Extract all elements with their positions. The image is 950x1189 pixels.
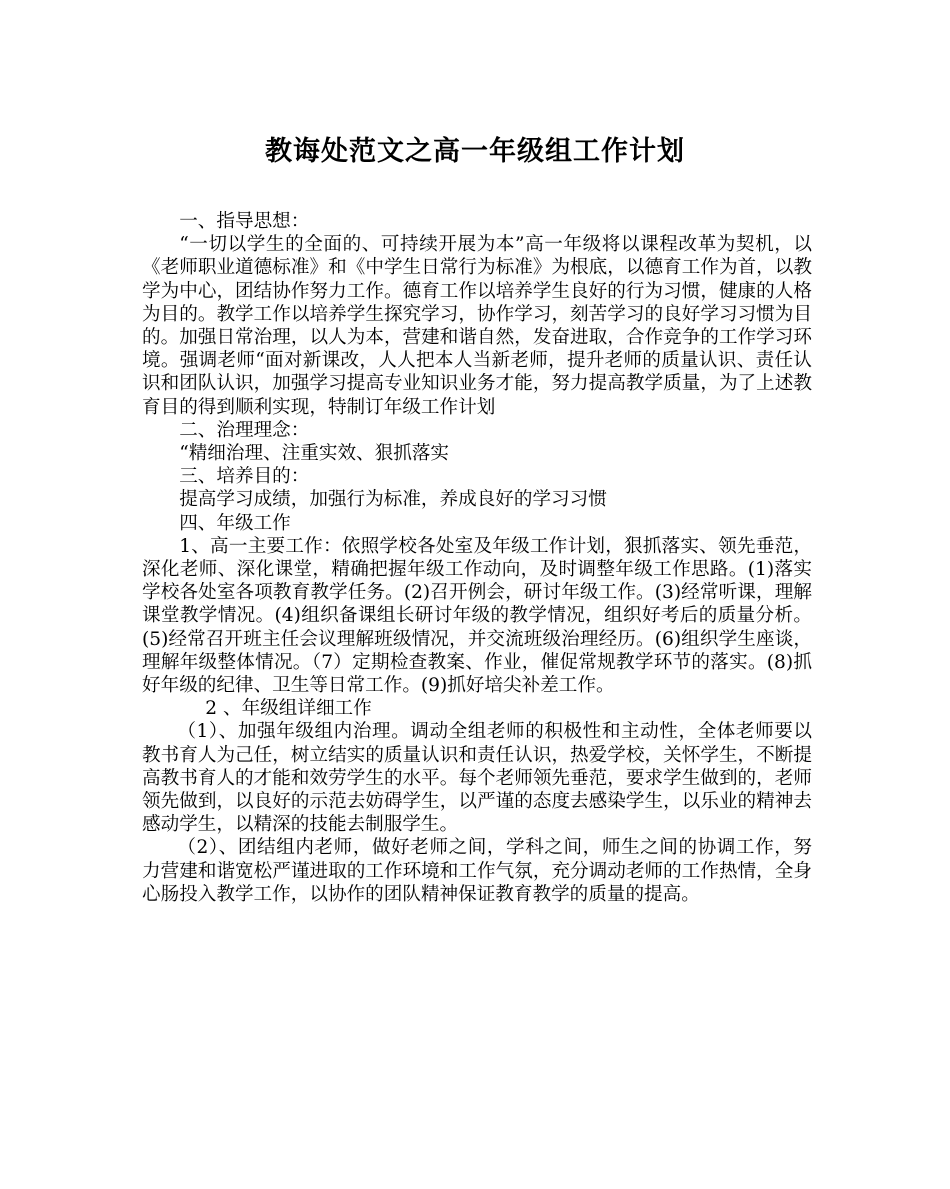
section-heading-management-concept: 二、治理理念：	[179, 419, 310, 441]
paragraph-management-concept: “精细治理、注重实效、狠抓落实	[179, 443, 450, 465]
paragraph-training-goal: 提高学习成绩，加强行为标准，养成良好的学习习惯	[179, 489, 607, 511]
paragraph-guiding-thought: “一切以学生的全面的、可持续开展为本”高一年级将以课程改革为契机，以《老师职业道德标准》和《中学生日常行为标准》为根底，以德育工作为首，以教学为中心，团结协作努力工作。德育工作以培养学生良好的行为习惯，健康的人格为目的。教学工作以培养学生探究学习，协作学习，刻苦学习的良好学习习惯为目的。加强日常治理，以人为本，营建和谐自然，发奋进取，合作竞争的工作学习环境。强调老师“面对新课改，人人把本人当新老师，提升老师的质量认识、责任认识和团队认识，加强学习提高专业知识业务才能，努力提高教学质量，为了上述教育目的得到顺利实现，特制订年级工作计划	[142, 234, 812, 418]
section-heading-guiding-thought: 一、指导思想：	[179, 211, 310, 232]
paragraph-detailed-work-2: （2）、团结组内老师，做好老师之间，学科之间，师生之间的协调工作，努力营建和谐宽松严谨进取的工作环境和工作气氛，充分调动老师的工作热情，全身心肠投入教学工作，以协作的团队精神保证教育教学的质量的提高。	[142, 837, 812, 905]
paragraph-detailed-work-1: （1）、加强年级组内治理。调动全组老师的积极性和主动性，全体老师要以教书育人为己任，树立结实的质量认识和责任认识，热爱学校，关怀学生，不断提高教书育人的才能和效劳学生的水平。每个老师领先垂范，要求学生做到的，老师领先做到，以良好的示范去妨碍学生，以严谨的态度去感染学生，以乐业的精神去感动学生，以精深的技能去制服学生。	[142, 721, 812, 836]
document-title: 教诲处范文之高一年级组工作计划	[265, 136, 685, 167]
section-heading-grade-work: 四、年级工作	[179, 512, 291, 534]
section-heading-training-goal: 三、培养目的：	[179, 466, 310, 488]
paragraph-main-work: 1、高一主要工作：依照学校各处室及年级工作计划，狠抓落实、领先垂范，深化老师、深化课堂，精确把握年级工作动向，及时调整年级工作思路。(1)落实学校各处室各项教育教学任务。(2)召开例会，研讨年级工作。(3)经常听课，理解课堂教学情况。(4)组织备课组长研讨年级的教学情况，组织好考后的质量分析。(5)经常召开班主任会议理解班级情况，并交流班级治理经历。(6)组织学生座谈，理解年级整体情况。（7）定期检查教案、作业，催促常规教学环节的落实。(8)抓好年级的纪律、卫生等日常工作。(9)抓好培尖补差工作。	[142, 535, 812, 697]
subheading-detailed-work: 2 、年级组详细工作	[205, 698, 372, 720]
document-body	[142, 210, 812, 906]
